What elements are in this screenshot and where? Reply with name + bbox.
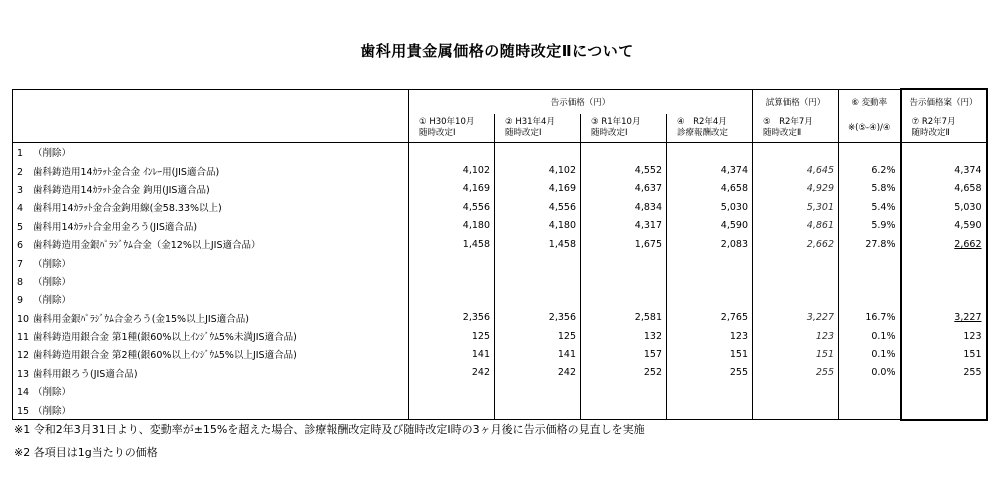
price-h31-4-cell — [495, 345, 581, 363]
price-r2-4-cell — [667, 253, 753, 271]
proposed-price-cell — [901, 253, 987, 271]
price-h30-10-cell — [409, 290, 495, 308]
table-row — [13, 253, 987, 271]
change-rate-cell — [839, 400, 901, 419]
price-r2-4-cell — [667, 345, 753, 363]
proposed-price-cell — [901, 382, 987, 400]
price-h31-4-value: 141 — [557, 348, 576, 360]
proposed-price-value: 4,374 — [954, 165, 982, 177]
proposed-price-cell — [901, 161, 987, 179]
price-r1-10-value: 157 — [643, 348, 662, 360]
table-row — [13, 143, 987, 162]
change-rate-header: ⑥ 変動率 — [839, 89, 901, 114]
proposed-price-value: 255 — [963, 367, 982, 379]
price-h31-4-cell — [495, 198, 581, 216]
item-number: 15 — [17, 405, 30, 417]
item-name: 歯科用14ｶﾗｯﾄ合金用金ろう(JIS適合品) — [33, 221, 198, 233]
price-h30-10-cell — [409, 364, 495, 382]
col-header-4: ④ R2年4月 診療報酬改定 — [667, 114, 753, 143]
change-rate-value: 0.1% — [871, 348, 896, 360]
trial-price-cell — [753, 253, 839, 271]
price-r2-4-value: 123 — [729, 330, 748, 342]
proposed-price-cell — [901, 217, 987, 235]
price-h31-4-cell — [495, 400, 581, 419]
price-r1-10-cell — [581, 345, 667, 363]
note-2: ※2 各項目は1g当たりの価格 — [14, 446, 158, 459]
item-number: 10 — [17, 313, 30, 325]
price-r1-10-cell — [581, 309, 667, 327]
proposed-price-cell — [901, 290, 987, 308]
trial-price-value: 5,301 — [806, 201, 834, 213]
trial-price-value: 255 — [815, 367, 834, 379]
col-header-5: ⑤ R2年7月 随時改定Ⅱ — [753, 114, 839, 143]
price-r2-4-value: 4,590 — [720, 220, 748, 232]
item-number: 6 — [17, 240, 24, 252]
item-name: （削除） — [33, 148, 72, 160]
change-rate-cell — [839, 198, 901, 216]
price-h31-4-cell — [495, 180, 581, 198]
change-rate-cell — [839, 143, 901, 162]
change-rate-cell — [839, 272, 901, 290]
trial-price-cell — [753, 180, 839, 198]
change-rate-cell — [839, 235, 901, 253]
change-rate-cell — [839, 309, 901, 327]
price-r1-10-cell — [581, 364, 667, 382]
price-h30-10-cell — [409, 143, 495, 162]
price-h30-10-value: 141 — [471, 348, 490, 360]
item-name: 歯科鋳造用金銀ﾊﾟﾗｼﾞｳﾑ合金（金12%以上JIS適合品） — [33, 240, 261, 252]
price-h31-4-cell — [495, 217, 581, 235]
proposed-price-cell — [901, 180, 987, 198]
proposed-price-cell — [901, 364, 987, 382]
price-r1-10-value: 1,675 — [634, 238, 662, 250]
price-r1-10-cell — [581, 290, 667, 308]
price-h30-10-value: 242 — [471, 367, 490, 379]
col-header-1: ① H30年10月 随時改定Ⅰ — [409, 114, 495, 143]
table-row — [13, 272, 987, 290]
table-row — [13, 327, 987, 345]
item-name-cell — [13, 235, 409, 253]
price-h30-10-value: 4,180 — [462, 220, 490, 232]
trial-price-value: 2,662 — [806, 238, 834, 250]
item-number: 12 — [17, 350, 30, 362]
price-h31-4-cell — [495, 364, 581, 382]
price-table — [12, 88, 988, 421]
table-row — [13, 309, 987, 327]
item-name: 歯科鋳造用銀合金 第1種(銀60%以上ｲﾝｼﾞｳﾑ5%未満JIS適合品) — [33, 332, 297, 344]
price-r2-4-cell — [667, 143, 753, 162]
change-rate-value: 5.9% — [871, 220, 896, 232]
price-h30-10-value: 2,356 — [462, 312, 490, 324]
price-h30-10-cell — [409, 272, 495, 290]
price-r1-10-cell — [581, 400, 667, 419]
item-name-cell — [13, 290, 409, 308]
price-h31-4-value: 242 — [557, 367, 576, 379]
price-r2-4-cell — [667, 382, 753, 400]
price-h30-10-value: 4,102 — [462, 165, 490, 177]
price-h31-4-cell — [495, 143, 581, 162]
price-r2-4-value: 255 — [729, 367, 748, 379]
proposed-price-value: 4,590 — [954, 220, 982, 232]
price-h30-10-cell — [409, 217, 495, 235]
trial-price-cell — [753, 272, 839, 290]
price-h31-4-value: 4,102 — [548, 165, 576, 177]
price-r2-4-cell — [667, 309, 753, 327]
proposed-price-value: 2,662 — [954, 238, 982, 250]
proposed-price-cell — [901, 400, 987, 419]
trial-price-value: 123 — [815, 330, 834, 342]
price-h30-10-cell — [409, 382, 495, 400]
item-number: 14 — [17, 387, 30, 399]
proposed-price-value: 5,030 — [954, 201, 982, 213]
price-r1-10-cell — [581, 327, 667, 345]
table-row — [13, 235, 987, 253]
item-number: 13 — [17, 368, 30, 380]
header-row-2 — [13, 114, 987, 143]
price-r2-4-value: 2,083 — [720, 238, 748, 250]
price-h31-4-value: 4,180 — [548, 220, 576, 232]
trial-price-value: 4,861 — [806, 220, 834, 232]
price-r2-4-cell — [667, 400, 753, 419]
proposed-price-cell — [901, 327, 987, 345]
proposed-price-cell — [901, 143, 987, 162]
price-r2-4-cell — [667, 272, 753, 290]
trial-price-header: 試算価格（円） — [753, 89, 839, 114]
proposed-price-value: 4,658 — [954, 183, 982, 195]
change-rate-formula: ※(⑤-④)/④ — [839, 114, 901, 143]
item-name: 歯科鋳造用14ｶﾗｯﾄ金合金 ｲﾝﾚｰ用(JIS適合品) — [33, 166, 220, 178]
item-name-cell — [13, 180, 409, 198]
change-rate-value: 0.0% — [871, 367, 896, 379]
proposed-price-value: 3,227 — [954, 312, 982, 324]
price-r2-4-cell — [667, 161, 753, 179]
item-name: （削除） — [33, 276, 72, 288]
price-r2-4-cell — [667, 217, 753, 235]
item-number: 3 — [17, 184, 24, 196]
item-name-cell — [13, 400, 409, 419]
table-row — [13, 290, 987, 308]
price-r1-10-value: 4,637 — [634, 183, 662, 195]
price-r2-4-cell — [667, 364, 753, 382]
table-row — [13, 364, 987, 382]
price-h31-4-cell — [495, 161, 581, 179]
change-rate-value: 5.8% — [871, 183, 896, 195]
item-name: 歯科用金銀ﾊﾟﾗｼﾞｳﾑ合金ろう(金15%以上JIS適合品) — [33, 313, 249, 325]
trial-price-value: 3,227 — [806, 312, 834, 324]
trial-price-cell — [753, 327, 839, 345]
item-number: 4 — [17, 203, 24, 215]
price-r1-10-cell — [581, 235, 667, 253]
item-name: （削除） — [33, 405, 72, 417]
table-row — [13, 382, 987, 400]
price-r2-4-cell — [667, 180, 753, 198]
trial-price-cell — [753, 400, 839, 419]
price-h31-4-cell — [495, 235, 581, 253]
item-name-cell — [13, 217, 409, 235]
change-rate-cell — [839, 290, 901, 308]
price-h31-4-value: 4,169 — [548, 183, 576, 195]
price-h31-4-value: 125 — [557, 330, 576, 342]
table-row — [13, 198, 987, 216]
trial-price-cell — [753, 345, 839, 363]
price-r1-10-cell — [581, 180, 667, 198]
page-title: 歯科用貴金属価格の随時改定Ⅱについて — [360, 42, 634, 60]
change-rate-cell — [839, 327, 901, 345]
trial-price-value: 151 — [815, 348, 834, 360]
item-number: 5 — [17, 221, 24, 233]
price-h30-10-value: 4,556 — [462, 201, 490, 213]
table-row — [13, 180, 987, 198]
proposed-price-cell — [901, 345, 987, 363]
item-name-cell — [13, 345, 409, 363]
item-name: （削除） — [33, 258, 72, 270]
price-h30-10-cell — [409, 400, 495, 419]
price-h31-4-cell — [495, 253, 581, 271]
item-number: 9 — [17, 295, 24, 307]
trial-price-cell — [753, 198, 839, 216]
item-name: （削除） — [33, 387, 72, 399]
item-name-cell — [13, 143, 409, 162]
price-h31-4-value: 4,556 — [548, 201, 576, 213]
change-rate-value: 16.7% — [865, 312, 896, 324]
price-r1-10-cell — [581, 272, 667, 290]
price-h30-10-value: 125 — [471, 330, 490, 342]
change-rate-value: 27.8% — [865, 238, 896, 250]
item-name-cell — [13, 272, 409, 290]
change-rate-value: 5.4% — [871, 201, 896, 213]
proposed-price-cell — [901, 272, 987, 290]
change-rate-cell — [839, 180, 901, 198]
note-1: ※1 令和2年3月31日より、変動率が±15%を超えた場合、診療報酬改定時及び随時改定Ⅰ時の3ヶ月後に告示価格の見直しを実施 — [14, 423, 645, 436]
item-name-cell — [13, 198, 409, 216]
proposed-price-cell — [901, 235, 987, 253]
price-h30-10-cell — [409, 345, 495, 363]
change-rate-cell — [839, 217, 901, 235]
price-r1-10-value: 252 — [643, 367, 662, 379]
header-blank-cell — [13, 114, 409, 143]
col-header-7: ⑦ R2年7月 随時改定Ⅱ — [901, 114, 987, 143]
change-rate-cell — [839, 161, 901, 179]
proposed-price-value: 151 — [963, 348, 982, 360]
price-h30-10-cell — [409, 235, 495, 253]
price-r1-10-cell — [581, 217, 667, 235]
proposed-price-header: 告示価格案（円） — [901, 89, 987, 114]
col-header-3: ③ R1年10月 随時改定Ⅰ — [581, 114, 667, 143]
table-row — [13, 161, 987, 179]
price-r1-10-value: 132 — [643, 330, 662, 342]
price-r1-10-value: 4,552 — [634, 165, 662, 177]
proposed-price-value: 123 — [963, 330, 982, 342]
item-name-cell — [13, 161, 409, 179]
trial-price-cell — [753, 382, 839, 400]
price-r1-10-cell — [581, 253, 667, 271]
item-number: 2 — [17, 166, 24, 178]
item-name-cell — [13, 309, 409, 327]
change-rate-cell — [839, 345, 901, 363]
price-r2-4-value: 4,658 — [720, 183, 748, 195]
price-h31-4-cell — [495, 309, 581, 327]
change-rate-cell — [839, 364, 901, 382]
header-row-1 — [13, 89, 987, 114]
trial-price-cell — [753, 364, 839, 382]
trial-price-cell — [753, 309, 839, 327]
item-name: （削除） — [33, 295, 72, 307]
price-h31-4-cell — [495, 290, 581, 308]
change-rate-cell — [839, 382, 901, 400]
change-rate-cell — [839, 253, 901, 271]
price-h30-10-cell — [409, 161, 495, 179]
price-h30-10-cell — [409, 180, 495, 198]
price-r1-10-value: 4,317 — [634, 220, 662, 232]
change-rate-value: 0.1% — [871, 330, 896, 342]
item-name: 歯科鋳造用銀合金 第2種(銀60%以上ｲﾝｼﾞｳﾑ5%以上JIS適合品) — [33, 350, 297, 362]
item-name-cell — [13, 327, 409, 345]
item-number: 8 — [17, 276, 24, 288]
trial-price-cell — [753, 217, 839, 235]
item-name-cell — [13, 382, 409, 400]
price-r2-4-cell — [667, 327, 753, 345]
price-h31-4-value: 2,356 — [548, 312, 576, 324]
price-r1-10-cell — [581, 161, 667, 179]
price-r2-4-cell — [667, 235, 753, 253]
trial-price-value: 4,645 — [806, 165, 834, 177]
price-r2-4-cell — [667, 198, 753, 216]
price-h30-10-cell — [409, 327, 495, 345]
price-h30-10-cell — [409, 253, 495, 271]
price-h30-10-value: 1,458 — [462, 238, 490, 250]
price-r2-4-value: 2,765 — [720, 312, 748, 324]
trial-price-cell — [753, 161, 839, 179]
col-header-2: ② H31年4月 随時改定Ⅰ — [495, 114, 581, 143]
item-number: 7 — [17, 258, 24, 270]
table-row — [13, 400, 987, 419]
item-name: 歯科鋳造用14ｶﾗｯﾄ金合金 鉤用(JIS適合品) — [33, 184, 210, 196]
change-rate-value: 6.2% — [871, 165, 896, 177]
price-r1-10-cell — [581, 143, 667, 162]
price-h30-10-value: 4,169 — [462, 183, 490, 195]
price-r1-10-cell — [581, 198, 667, 216]
price-r2-4-value: 4,374 — [720, 165, 748, 177]
item-name-cell — [13, 364, 409, 382]
price-r1-10-value: 4,834 — [634, 201, 662, 213]
header-blank-cell — [13, 89, 409, 114]
proposed-price-cell — [901, 198, 987, 216]
trial-price-cell — [753, 290, 839, 308]
price-h31-4-cell — [495, 327, 581, 345]
price-r2-4-cell — [667, 290, 753, 308]
price-h30-10-cell — [409, 309, 495, 327]
item-name-cell — [13, 253, 409, 271]
item-number: 11 — [17, 332, 30, 344]
price-h31-4-cell — [495, 382, 581, 400]
price-h30-10-cell — [409, 198, 495, 216]
announced-price-header: 告示価格（円） — [409, 89, 753, 114]
item-number: 1 — [17, 148, 24, 160]
price-h31-4-value: 1,458 — [548, 238, 576, 250]
table-row — [13, 345, 987, 363]
price-r2-4-value: 5,030 — [720, 201, 748, 213]
trial-price-cell — [753, 143, 839, 162]
price-h31-4-cell — [495, 272, 581, 290]
price-r2-4-value: 151 — [729, 348, 748, 360]
trial-price-cell — [753, 235, 839, 253]
price-r1-10-cell — [581, 382, 667, 400]
table-row — [13, 217, 987, 235]
price-r1-10-value: 2,581 — [634, 312, 662, 324]
proposed-price-cell — [901, 309, 987, 327]
item-name: 歯科用14ｶﾗｯﾄ金合金鉤用線(金58.33%以上) — [33, 203, 222, 215]
trial-price-value: 4,929 — [806, 183, 834, 195]
item-name: 歯科用銀ろう(JIS適合品) — [33, 368, 138, 380]
